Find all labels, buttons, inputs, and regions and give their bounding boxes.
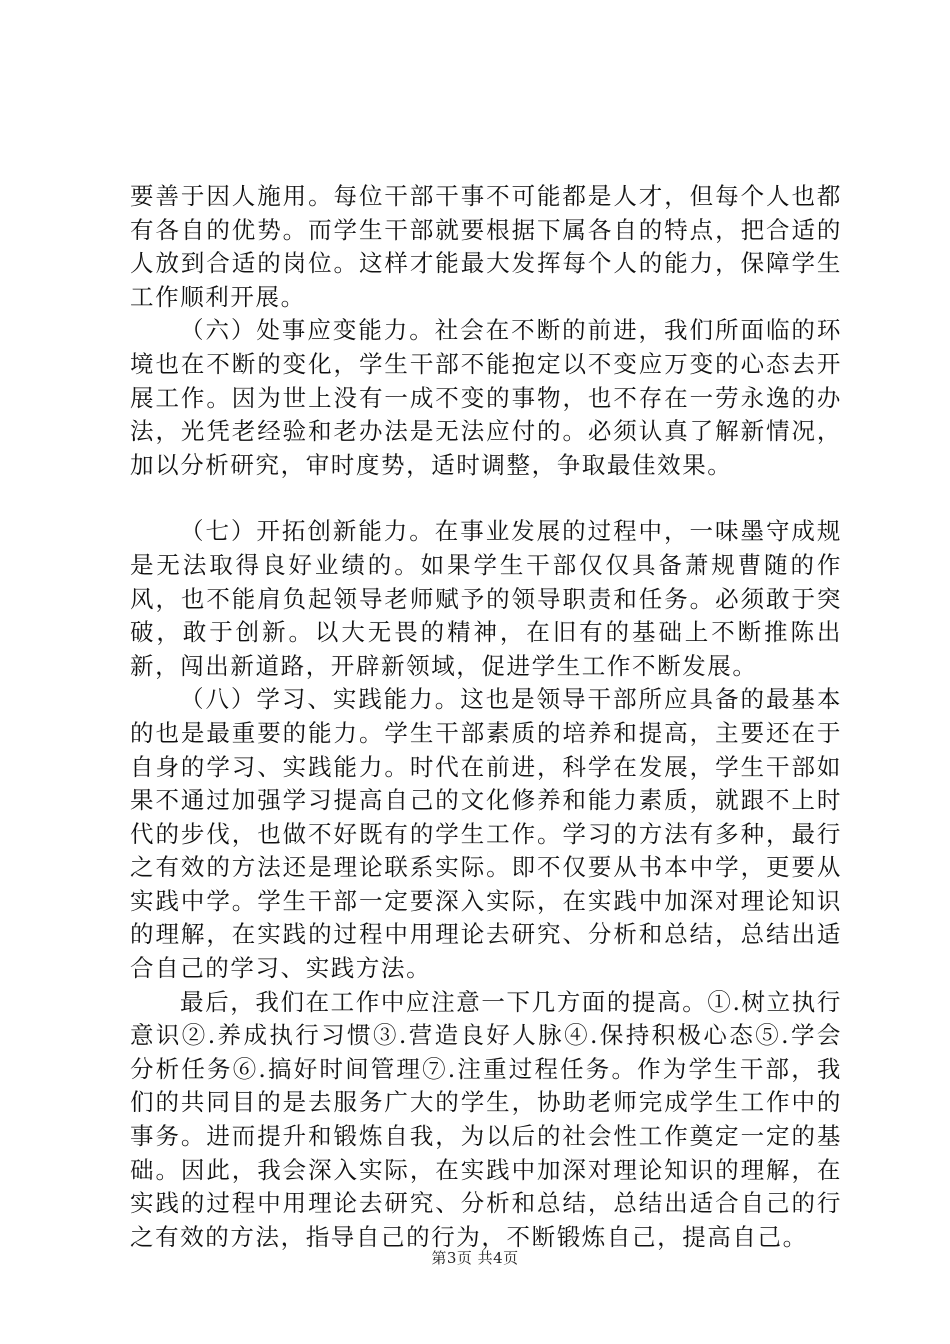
- paragraph-continuation: 要善于因人施用。每位干部干事不可能都是人才，但每个人也都有各自的优势。而学生干部就要根据下属各自的特点，把合适的人放到合适的岗位。这样才能最大发挥每个人的能力，保障学生工作顺利开展。: [130, 182, 842, 311]
- paragraph-section-6: （六）处事应变能力。社会在不断的前进，我们所面临的环境也在不断的变化，学生干部不能抱定以不变应万变的心态去开展工作。因为世上没有一成不变的事物，也不存在一劳永逸的办法，光凭老经验和老办法是无法应付的。必须认真了解新情况，加以分析研究，审时度势，适时调整，争取最佳效果。: [130, 316, 842, 479]
- paragraph-conclusion: 最后，我们在工作中应注意一下几方面的提高。①.树立执行意识②.养成执行习惯③.营造良好人脉④.保持积极心态⑤.学会分析任务⑥.搞好时间管理⑦.注重过程任务。作为学生干部，我们的共同目的是去服务广大的学生，协助老师完成学生工作中的事务。进而提升和锻炼自我，为以后的社会性工作奠定一定的基础。因此，我会深入实际，在实践中加深对理论知识的理解，在实践的过程中用理论去研究、分析和总结，总结出适合自己的行之有效的方法，指导自己的行为，不断锻炼自己，提高自己。: [130, 987, 842, 1251]
- page-number-footer: 第3页 共4页: [431, 1249, 519, 1267]
- paragraph-section-8: （八）学习、实践能力。这也是领导干部所应具备的最基本的也是最重要的能力。学生干部素质的培养和提高，主要还在于自身的学习、实践能力。时代在前进，科学在发展，学生干部如果不通过加强学习提高自己的文化修养和能力素质，就跟不上时代的步伐，也做不好既有的学生工作。学习的方法有多种，最行之有效的方法还是理论联系实际。即不仅要从书本中学，更要从实践中学。学生干部一定要深入实际，在实践中加深对理论知识的理解，在实践的过程中用理论去研究、分析和总结，总结出适合自己的学习、实践方法。: [130, 685, 842, 983]
- document-body: [130, 180, 842, 1254]
- paragraph-section-7: （七）开拓创新能力。在事业发展的过程中，一味墨守成规是无法取得良好业绩的。如果学生干部仅仅具备萧规曹随的作风，也不能肩负起领导老师赋予的领导职责和任务。必须敢于突破，敢于创新。以大无畏的精神，在旧有的基础上不断推陈出新，闯出新道路，开辟新领域，促进学生工作不断发展。: [130, 517, 842, 680]
